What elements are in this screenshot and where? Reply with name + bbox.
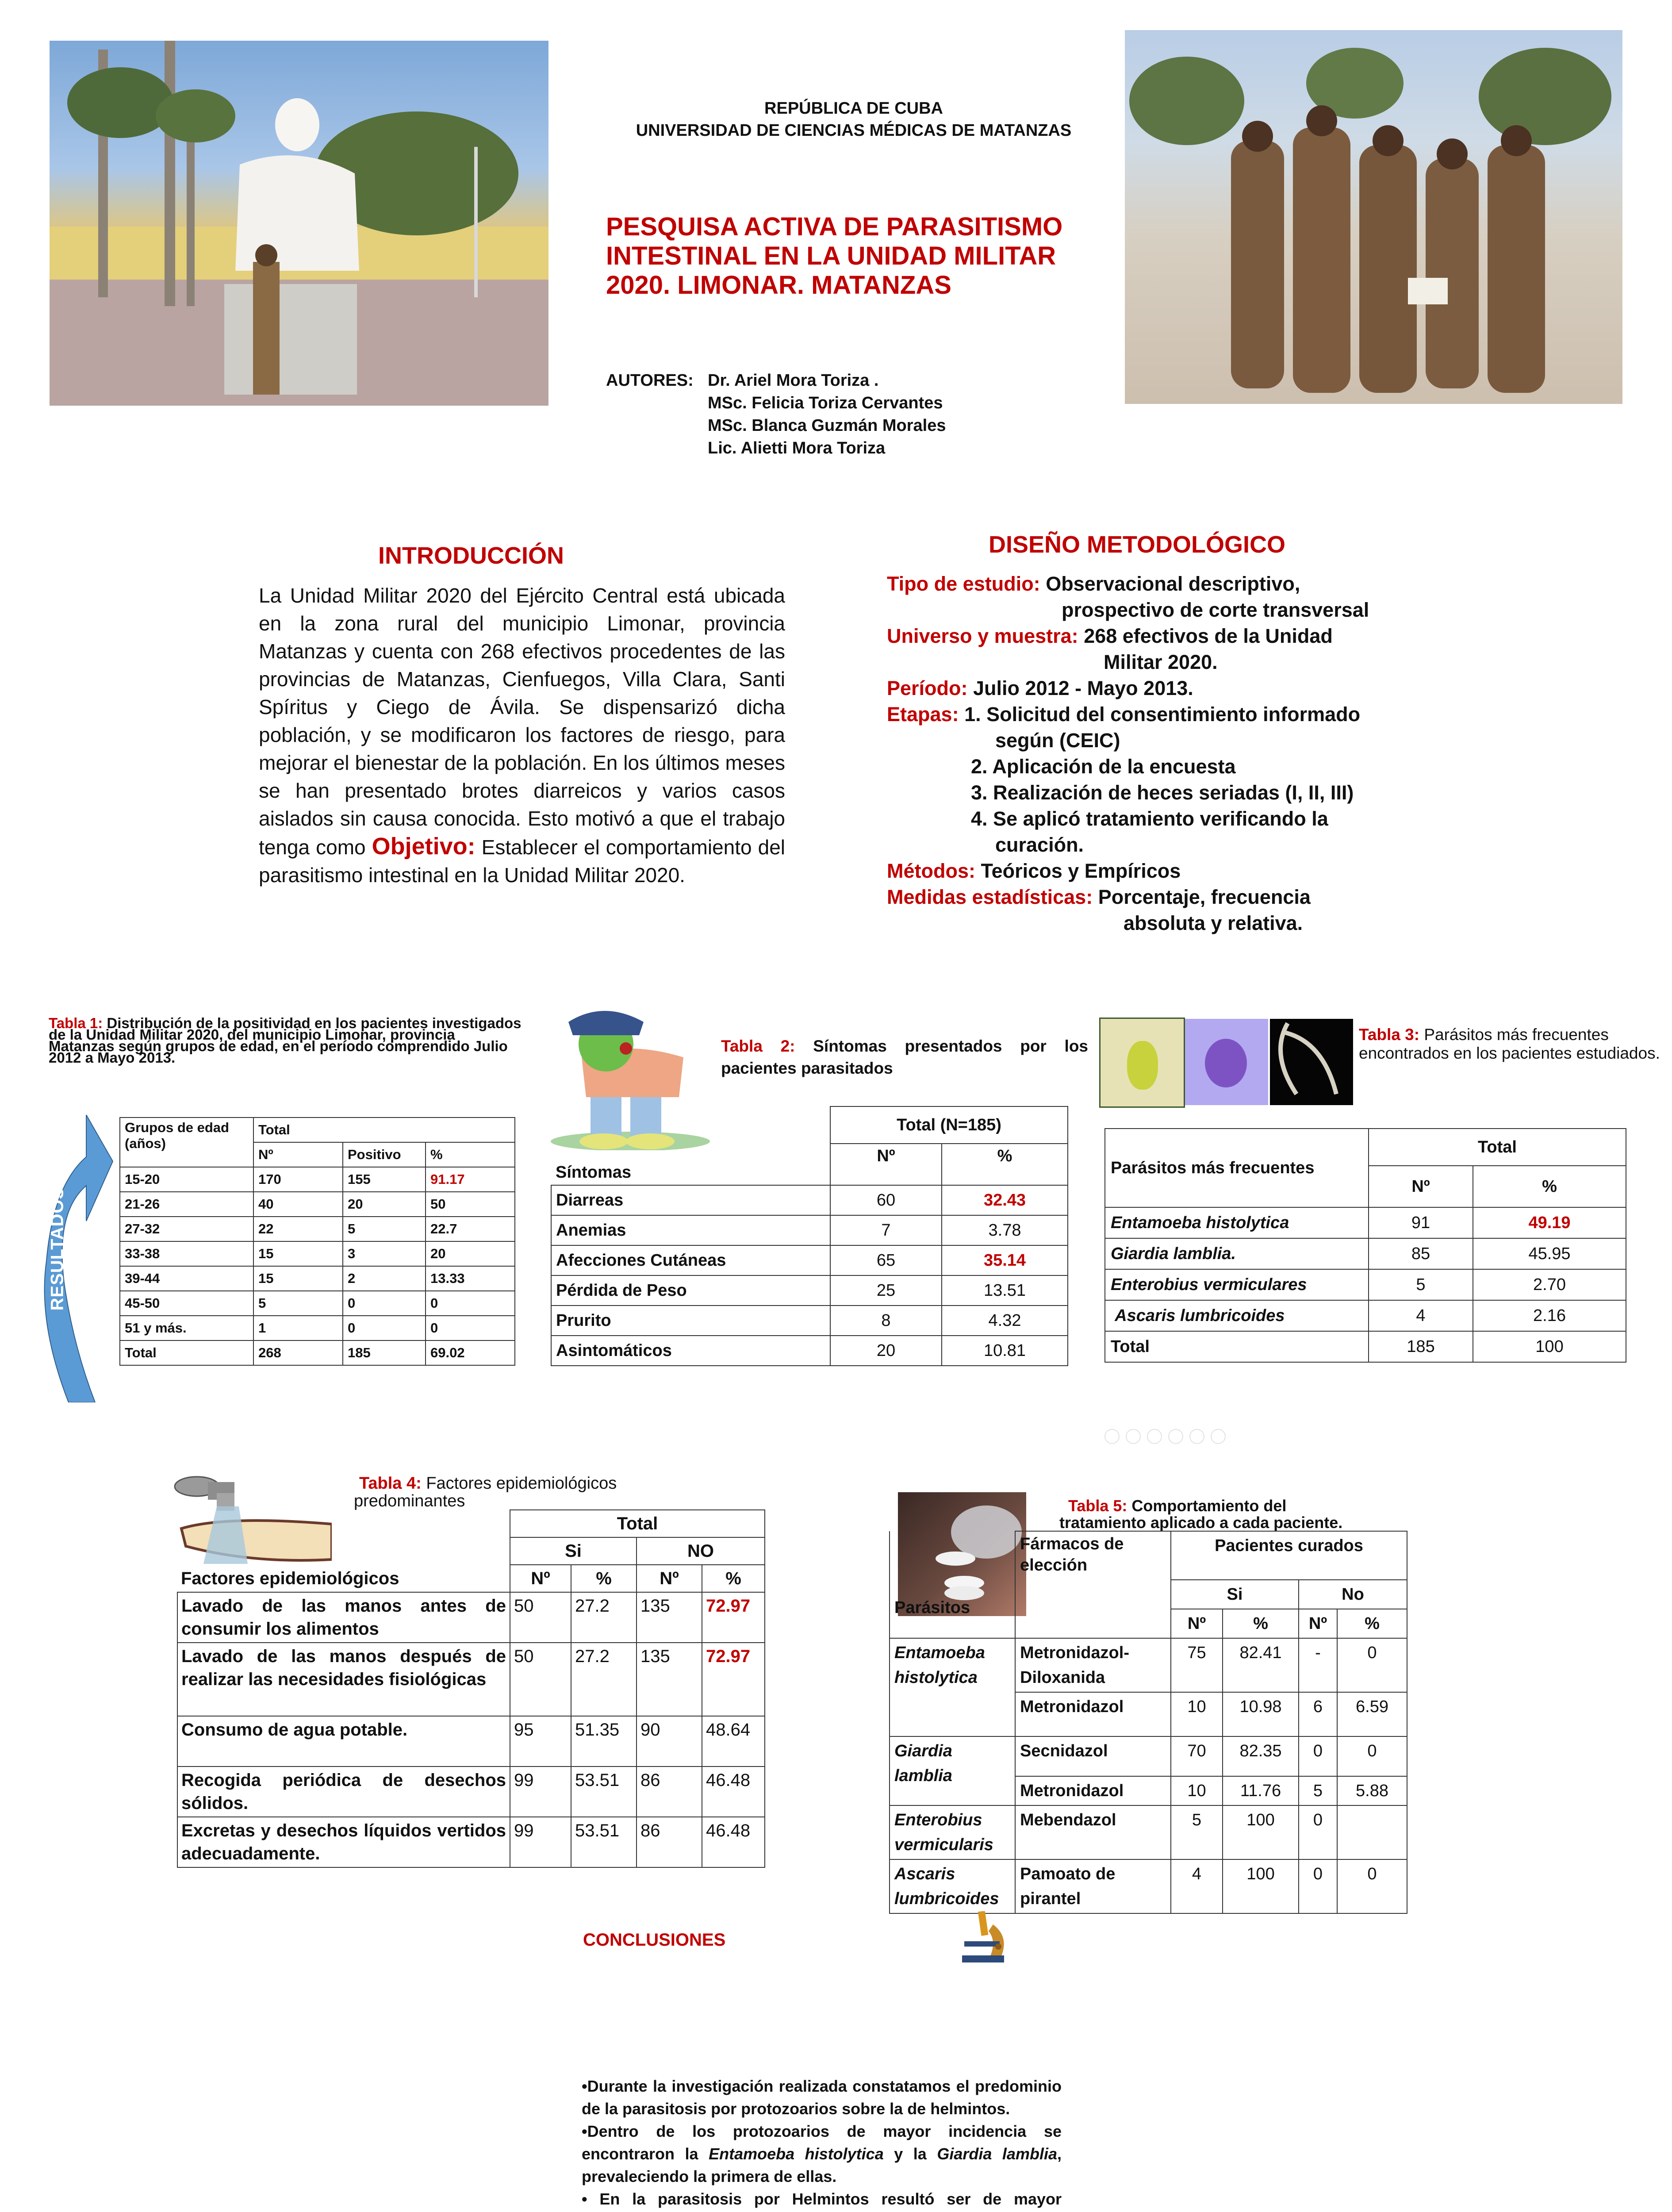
cell-parasite: Entamoeba histolytica xyxy=(890,1638,1015,1736)
cell: 4 xyxy=(1171,1859,1223,1913)
tipo-value: Observacional descriptivo, xyxy=(1046,572,1300,595)
table4-caption xyxy=(354,1474,757,1510)
periodo-value: Julio 2012 - Mayo 2013. xyxy=(973,677,1193,699)
cell: 135 xyxy=(637,1643,702,1716)
table3-caption xyxy=(1359,1025,1668,1063)
table-row xyxy=(177,1592,765,1643)
cell: 6.59 xyxy=(1337,1692,1407,1736)
cell: 10.98 xyxy=(1223,1692,1299,1736)
table-row xyxy=(120,1192,515,1217)
cell: 4.32 xyxy=(942,1306,1068,1336)
universo-label: Universo y muestra: xyxy=(887,625,1078,647)
t2-header-sintomas: Síntomas xyxy=(551,1106,830,1185)
cell: 20 xyxy=(830,1336,942,1366)
cell: 0 xyxy=(1299,1859,1337,1913)
cell: 8 xyxy=(830,1306,942,1336)
table4 xyxy=(177,1509,765,1868)
cell: Ascaris lumbricoides xyxy=(1105,1300,1369,1331)
etapa-item: según (CEIC) xyxy=(995,729,1120,752)
cell: Total xyxy=(120,1340,253,1365)
t5-header-parasitos: Parásitos xyxy=(890,1531,1015,1638)
table-row xyxy=(890,1638,1407,1692)
table2-label: Tabla 2: xyxy=(721,1037,795,1055)
cell-highlight: 49.19 xyxy=(1473,1207,1626,1238)
cell-highlight: 91.17 xyxy=(426,1167,515,1192)
universo-value: 268 efectivos de la Unidad xyxy=(1084,625,1333,647)
t3-header-pct: % xyxy=(1473,1166,1626,1207)
university-heading: UNIVERSIDAD DE CIENCIAS MÉDICAS DE MATANZAS xyxy=(636,121,1072,140)
cell: 15 xyxy=(253,1266,343,1291)
cell: 53.51 xyxy=(571,1817,637,1867)
methodology-block xyxy=(887,571,1444,936)
table-row xyxy=(1105,1238,1626,1269)
cell: 21-26 xyxy=(120,1192,253,1217)
table5-label: Tabla 5: xyxy=(1068,1497,1127,1515)
cell: 99 xyxy=(510,1817,571,1867)
cell: 5.88 xyxy=(1337,1776,1407,1805)
cell: 46.48 xyxy=(702,1817,765,1867)
t4-header-factores: Factores epidemiológicos xyxy=(177,1510,510,1592)
table1-label: Tabla 1: xyxy=(49,1015,103,1031)
metodos-value: Teóricos y Empíricos xyxy=(981,860,1181,882)
t3-header-parasitos: Parásitos más frecuentes xyxy=(1105,1129,1369,1207)
cell: 3.78 xyxy=(942,1215,1068,1245)
title-line: INTESTINAL EN LA UNIDAD MILITAR xyxy=(606,242,1056,270)
cell: 10.81 xyxy=(942,1336,1068,1366)
previous-icon[interactable] xyxy=(1104,1429,1120,1444)
cell: Pérdida de Peso xyxy=(551,1275,830,1306)
table-row xyxy=(1105,1331,1626,1362)
author-name: MSc. Blanca Guzmán Morales xyxy=(708,416,946,435)
conclusion-text: •Dentro de los protozoarios de mayor incidencia se encontraron la xyxy=(582,2122,1062,2163)
cell: 70 xyxy=(1171,1736,1223,1776)
table3-caption-text: Parásitos más frecuentes encontrados en los pacientes estudiados. xyxy=(1359,1025,1660,1062)
table5-caption-text: Comportamiento del xyxy=(1127,1497,1287,1515)
cell: 22 xyxy=(253,1217,343,1241)
next-icon[interactable] xyxy=(1126,1429,1141,1444)
title-line: PESQUISA ACTIVA DE PARASITISMO xyxy=(606,212,1063,241)
cell: Recogida periódica de desechos sólidos. xyxy=(177,1767,510,1817)
cell: 86 xyxy=(637,1767,702,1817)
cell: 51.35 xyxy=(571,1716,637,1767)
table-row xyxy=(120,1291,515,1316)
table-row xyxy=(177,1643,765,1716)
medidas-label: Medidas estadísticas: xyxy=(887,886,1093,908)
cell: 10 xyxy=(1171,1776,1223,1805)
cell: 82.41 xyxy=(1223,1638,1299,1692)
t1-header-pct: % xyxy=(426,1142,515,1167)
conclusion-text: y la xyxy=(883,2145,937,2163)
t1-header-group: Grupos de edad (años) xyxy=(120,1118,253,1167)
cell: 33-38 xyxy=(120,1241,253,1266)
cell: 53.51 xyxy=(571,1767,637,1817)
table4-label: Tabla 4: xyxy=(359,1474,422,1493)
cell: 5 xyxy=(1171,1805,1223,1859)
cell: 0 xyxy=(426,1291,515,1316)
cell: 2.16 xyxy=(1473,1300,1626,1331)
cell: 27-32 xyxy=(120,1217,253,1241)
cell-parasite: Giardia lamblia xyxy=(890,1736,1015,1805)
cell: 100 xyxy=(1223,1859,1299,1913)
cell: Enterobius vermiculares xyxy=(1105,1269,1369,1300)
cell: 15 xyxy=(253,1241,343,1266)
cell: Asintomáticos xyxy=(551,1336,830,1366)
resultados-arrow xyxy=(42,1115,117,1402)
cell: 100 xyxy=(1223,1805,1299,1859)
zoom-icon[interactable] xyxy=(1189,1429,1204,1444)
table-row xyxy=(177,1716,765,1767)
table5-caption xyxy=(1059,1498,1427,1531)
pen-icon[interactable] xyxy=(1147,1429,1162,1444)
cell: 0 xyxy=(1299,1736,1337,1776)
etapa-item: 3. Realización de heces seriadas (I, II, III) xyxy=(971,781,1354,804)
conclusion-item xyxy=(582,2120,1062,2188)
cell-parasite: Ascaris lumbricoides xyxy=(890,1859,1015,1913)
photo-statue-plaza xyxy=(50,41,548,406)
table-row xyxy=(551,1275,1068,1306)
microscope-icon xyxy=(962,1911,1011,1966)
cell: 46.48 xyxy=(702,1767,765,1817)
cell: 185 xyxy=(1369,1331,1473,1362)
t5-header-curados: Pacientes curados xyxy=(1171,1531,1407,1580)
cell: 15-20 xyxy=(120,1167,253,1192)
title-line: 2020. LIMONAR. MATANZAS xyxy=(606,271,951,300)
table-row xyxy=(1105,1269,1626,1300)
t2-header-total: Total (N=185) xyxy=(830,1106,1068,1144)
table-row xyxy=(177,1817,765,1867)
intro-heading: INTRODUCCIÓN xyxy=(378,542,564,569)
etapa-item: 1. Solicitud del consentimiento informado xyxy=(964,703,1361,726)
micrograph-entamoeba xyxy=(1099,1018,1185,1108)
cell: 51 y más. xyxy=(120,1316,253,1340)
author-name: Lic. Alietti Mora Toriza xyxy=(708,439,886,457)
cell: 170 xyxy=(253,1167,343,1192)
cell-highlight: 35.14 xyxy=(942,1245,1068,1275)
cell: - xyxy=(1299,1638,1337,1692)
intro-text xyxy=(259,582,785,889)
cell: 0 xyxy=(343,1316,426,1340)
cell-highlight: 72.97 xyxy=(702,1643,765,1716)
t4-header-si-n: Nº xyxy=(510,1565,571,1592)
cell: 65 xyxy=(830,1245,942,1275)
cell: 45.95 xyxy=(1473,1238,1626,1269)
conclusion-text: • En la parasitosis por Helmintos resultó ser de mayor xyxy=(582,2190,1062,2208)
table-row xyxy=(177,1767,765,1817)
slides-icon[interactable] xyxy=(1168,1429,1183,1444)
country-heading: REPÚBLICA DE CUBA xyxy=(764,99,943,118)
t2-header-n: Nº xyxy=(830,1144,942,1185)
table-row xyxy=(1105,1300,1626,1331)
cell: 45-50 xyxy=(120,1291,253,1316)
cell: Metronidazol xyxy=(1015,1692,1171,1736)
etapa-item: 4. Se aplicó tratamiento verificando la xyxy=(971,807,1328,830)
cell: 13.51 xyxy=(942,1275,1068,1306)
table-row xyxy=(551,1306,1068,1336)
cell: 13.33 xyxy=(426,1266,515,1291)
photo-military-group xyxy=(1125,30,1622,404)
table-row xyxy=(890,1805,1407,1859)
cell: 50 xyxy=(510,1592,571,1643)
cell: 1 xyxy=(253,1316,343,1340)
table5-caption-text: tratamiento aplicado a cada paciente. xyxy=(1059,1513,1343,1532)
t4-header-no-pct: % xyxy=(702,1565,765,1592)
cell: Entamoeba histolytica xyxy=(1105,1207,1369,1238)
cell: 5 xyxy=(1299,1776,1337,1805)
table-row xyxy=(890,1736,1407,1776)
conclusion-item xyxy=(582,2188,1062,2212)
objetivo-label: Objetivo: xyxy=(372,833,476,860)
cell: Anemias xyxy=(551,1215,830,1245)
table-row xyxy=(120,1316,515,1340)
periodo-label: Período: xyxy=(887,677,968,699)
t4-header-si-pct: % xyxy=(571,1565,637,1592)
table-row xyxy=(551,1336,1068,1366)
cell: 40 xyxy=(253,1192,343,1217)
cell: 0 xyxy=(1337,1736,1407,1776)
table1-caption-text: Distribución de la positividad en los pacientes investigados de la Unidad Militar 2020, del municipio Limonar, provincia Matanzas según grupos de edad, en el período comprendido Julio 2012 a Mayo 2013. xyxy=(49,1015,522,1066)
table3 xyxy=(1104,1128,1626,1363)
cell: 20 xyxy=(343,1192,426,1217)
cell: 39-44 xyxy=(120,1266,253,1291)
t5-header-si: Si xyxy=(1171,1580,1299,1609)
authors-block xyxy=(606,369,946,460)
cell: Prurito xyxy=(551,1306,830,1336)
objetivo-text: Establecer el comportamiento del parasitismo intestinal en la Unidad Militar 2020. xyxy=(259,836,785,887)
universo-value: Militar 2020. xyxy=(1104,651,1218,673)
resultados-label: RESULTADOS xyxy=(47,1187,67,1311)
cell: Secnidazol xyxy=(1015,1736,1171,1776)
cell-highlight: 32.43 xyxy=(942,1185,1068,1215)
table4-caption-text: Factores epidemiológicos xyxy=(421,1474,617,1493)
table-row xyxy=(890,1859,1407,1913)
cell: Pamoato de pirantel xyxy=(1015,1859,1171,1913)
conclusion-species: Entamoeba histolytica xyxy=(709,2145,884,2163)
t5-header-no-pct: % xyxy=(1337,1609,1407,1638)
cell: 99 xyxy=(510,1767,571,1817)
table1-caption xyxy=(49,1015,522,1066)
conclusion-species: Giardia lamblia xyxy=(937,2145,1057,2163)
cell: 50 xyxy=(510,1643,571,1716)
table-row xyxy=(551,1215,1068,1245)
cell: 0 xyxy=(426,1316,515,1340)
cell: 25 xyxy=(830,1275,942,1306)
cell: 11.76 xyxy=(1223,1776,1299,1805)
cell: 75 xyxy=(1171,1638,1223,1692)
t4-header-no-n: Nº xyxy=(637,1565,702,1592)
cell: 85 xyxy=(1369,1238,1473,1269)
cell xyxy=(1337,1805,1407,1859)
cell: 268 xyxy=(253,1340,343,1365)
table-row xyxy=(120,1266,515,1291)
cell: Metronidazol xyxy=(1015,1776,1171,1805)
t4-header-total: Total xyxy=(510,1510,765,1537)
cell: Lavado de las manos antes de consumir los alimentos xyxy=(177,1592,510,1643)
cell: 135 xyxy=(637,1592,702,1643)
table-row xyxy=(120,1241,515,1266)
cell: 20 xyxy=(426,1241,515,1266)
cell: Total xyxy=(1105,1331,1369,1362)
table2 xyxy=(551,1106,1068,1366)
cell: Consumo de agua potable. xyxy=(177,1716,510,1767)
table-row xyxy=(551,1245,1068,1275)
t2-header-pct: % xyxy=(942,1144,1068,1185)
metodos-label: Métodos: xyxy=(887,860,975,882)
cell: 0 xyxy=(1337,1638,1407,1692)
cell: Diarreas xyxy=(551,1185,830,1215)
conclusion-text: , prevaleciendo la primera de ellas. xyxy=(582,2145,1062,2185)
cell: 6 xyxy=(1299,1692,1337,1736)
cell: Mebendazol xyxy=(1015,1805,1171,1859)
methodology-heading: DISEÑO METODOLÓGICO xyxy=(989,531,1286,558)
table1 xyxy=(119,1117,515,1366)
author-name: Dr. Ariel Mora Toriza . xyxy=(708,371,879,390)
t5-header-no: No xyxy=(1299,1580,1407,1609)
table3-label: Tabla 3: xyxy=(1359,1025,1420,1044)
conclusions-list xyxy=(582,2075,1062,2212)
cell: 82.35 xyxy=(1223,1736,1299,1776)
cell: 69.02 xyxy=(426,1340,515,1365)
table-row xyxy=(120,1217,515,1241)
cell: 22.7 xyxy=(426,1217,515,1241)
cell: 95 xyxy=(510,1716,571,1767)
etapas-label: Etapas: xyxy=(887,703,959,726)
t3-header-n: Nº xyxy=(1369,1166,1473,1207)
cell: 7 xyxy=(830,1215,942,1245)
t4-header-no: NO xyxy=(637,1537,765,1565)
table5 xyxy=(889,1531,1407,1914)
t3-header-total: Total xyxy=(1369,1129,1626,1166)
author-name: MSc. Felicia Toriza Cervantes xyxy=(708,394,943,412)
t1-header-positivo: Positivo xyxy=(343,1142,426,1167)
medidas-value: absoluta y relativa. xyxy=(1124,912,1303,934)
t4-header-si: Si xyxy=(510,1537,637,1565)
medidas-value: Porcentaje, frecuencia xyxy=(1098,886,1311,908)
cell: Giardia lamblia. xyxy=(1105,1238,1369,1269)
cell: 60 xyxy=(830,1185,942,1215)
cell: 50 xyxy=(426,1192,515,1217)
cell: 2 xyxy=(343,1266,426,1291)
cell: Excretas y desechos líquidos vertidos adecuadamente. xyxy=(177,1817,510,1867)
t5-header-si-pct: % xyxy=(1223,1609,1299,1638)
cell-parasite: Enterobius vermicularis xyxy=(890,1805,1015,1859)
tipo-label: Tipo de estudio: xyxy=(887,572,1040,595)
cell: 4 xyxy=(1369,1300,1473,1331)
conclusion-item: •Durante la investigación realizada constatamos el predominio de la parasitosis por protozoarios sobre la de helmintos. xyxy=(582,2077,1062,2118)
poster-title xyxy=(606,212,1137,300)
table-row xyxy=(1105,1207,1626,1238)
cell: Metronidazol-Diloxanida xyxy=(1015,1638,1171,1692)
authors-label: AUTORES: xyxy=(606,371,694,390)
t1-header-total: Total xyxy=(253,1118,515,1142)
cell: 0 xyxy=(1337,1859,1407,1913)
cell: 0 xyxy=(343,1291,426,1316)
cell: 90 xyxy=(637,1716,702,1767)
parasite-micrographs xyxy=(1099,1018,1356,1108)
table2-caption-text: Síntomas presentados por los pacientes parasitados xyxy=(721,1037,1088,1077)
cell: 5 xyxy=(253,1291,343,1316)
cell: 100 xyxy=(1473,1331,1626,1362)
table2-caption xyxy=(721,1035,1088,1079)
cell: 3 xyxy=(343,1241,426,1266)
cell-highlight: 72.97 xyxy=(702,1592,765,1643)
tipo-value: prospectivo de corte transversal xyxy=(1062,599,1369,621)
cell: 27.2 xyxy=(571,1592,637,1643)
table4-caption-text: predominantes xyxy=(354,1492,465,1510)
cell: 155 xyxy=(343,1167,426,1192)
cell: 27.2 xyxy=(571,1643,637,1716)
etapa-item: 2. Aplicación de la encuesta xyxy=(971,755,1236,778)
table-row xyxy=(120,1167,515,1192)
cell: 5 xyxy=(343,1217,426,1241)
t5-header-no-n: Nº xyxy=(1299,1609,1337,1638)
t1-header-n: Nº xyxy=(253,1142,343,1167)
etapa-item: curación. xyxy=(995,833,1084,856)
t5-header-si-n: Nº xyxy=(1171,1609,1223,1638)
t5-header-farmacos: Fármacos de elección xyxy=(1015,1531,1171,1638)
cell: 2.70 xyxy=(1473,1269,1626,1300)
cell: 10 xyxy=(1171,1692,1223,1736)
cell: Lavado de las manos después de realizar las necesidades fisiológicas xyxy=(177,1643,510,1716)
cell: 0 xyxy=(1299,1805,1337,1859)
conclusions-heading: CONCLUSIONES xyxy=(583,1930,726,1950)
micrograph-giardia xyxy=(1185,1019,1268,1105)
intro-paragraph: La Unidad Militar 2020 del Ejército Central está ubicada en la zona rural del municipio Limonar, provincia Matanzas y cuenta con 268 efectivos procedentes de las provincias de Matanzas, Cienfuegos, Villa Clara, Santi Spíritus y Ciego de Ávila. Se dispensarizó dicha población, y se modificaron los factores de riesgo, para mejorar el bienestar de la población. En los últimos meses se han presentado brotes diarreicos y varios casos aislados sin causa conocida. Esto motivó a que el trabajo tenga como xyxy=(259,584,785,859)
more-icon[interactable] xyxy=(1211,1429,1226,1444)
cell: 86 xyxy=(637,1817,702,1867)
table-row xyxy=(551,1185,1068,1215)
cell: 185 xyxy=(343,1340,426,1365)
micrograph-ascaris xyxy=(1270,1019,1353,1105)
table-row xyxy=(120,1340,515,1365)
cell: 48.64 xyxy=(702,1716,765,1767)
cell: Afecciones Cutáneas xyxy=(551,1245,830,1275)
cell: 5 xyxy=(1369,1269,1473,1300)
cell: 91 xyxy=(1369,1207,1473,1238)
